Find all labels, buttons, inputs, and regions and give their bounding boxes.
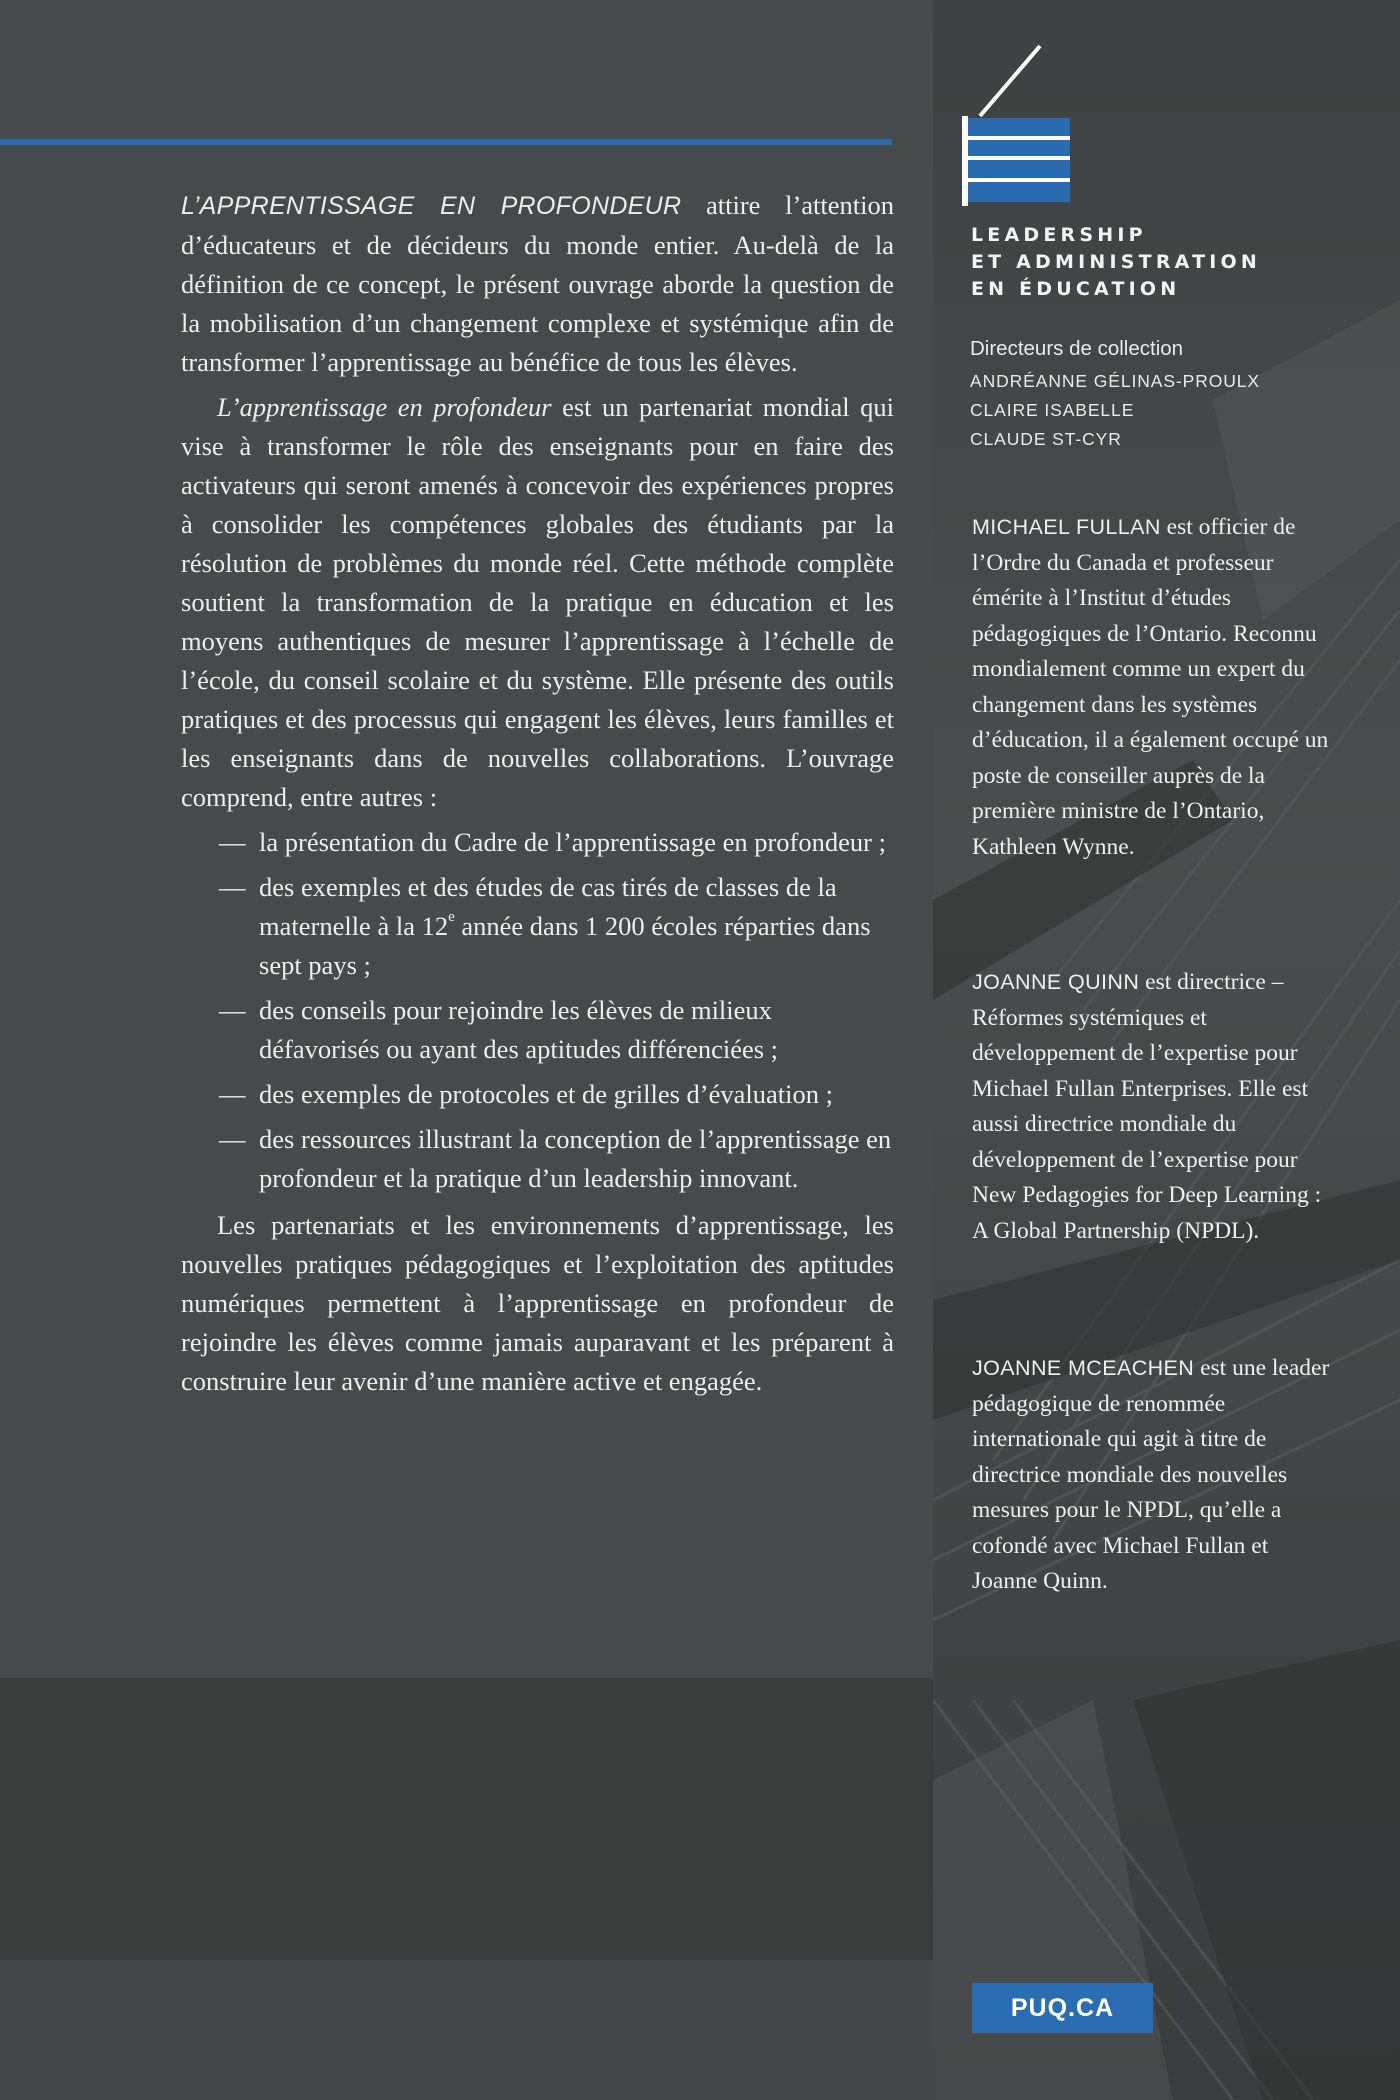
list-item: — des exemples et des études de cas tirés de classes de la maternelle à la 12e année dans 1 200 écoles réparties dans sept pays ; bbox=[219, 872, 871, 980]
paragraph-intro: L’APPRENTISSAGE EN PROFONDEUR attire l’attention d’éducateurs et de décideurs du monde entier. Au-delà de la définition de ce concept, le présent ouvrage aborde la question de la mobilisation d’un changement complexe et systémique afin de transformer l’apprentissage au bénéfice de tous les élèves. bbox=[181, 190, 894, 377]
author-bio-fullan: MICHAEL FULLAN est officier de l’Ordre du Canada et professeur émérite à l’Institut d’études pédagogiques de l’Ontario. Reconnu mondialement comme un expert du changement dans les systèmes d’éducation, il a également occupé un poste de conseiller auprès de la première ministre de l’Ontario, Kathleen Wynne. bbox=[972, 514, 1329, 860]
author-name: MICHAEL FULLAN bbox=[972, 515, 1161, 539]
list-item: — des conseils pour rejoindre les élèves de milieux défavorisés ou ayant des aptitudes différenciées ; bbox=[219, 995, 779, 1064]
author-bio-mceachen: JOANNE MCEACHEN est une leader pédagogique de renommée internationale qui agit à titre de directrice mondiale des nouvelles mesures pour le NPDL, qu’elle a cofondé avec Michael Fullan et Joanne Quinn. bbox=[972, 1355, 1330, 1594]
books-stack-logo bbox=[960, 42, 1080, 207]
contents-list bbox=[181, 823, 894, 1198]
author-bio-quinn: JOANNE QUINN est directrice – Réformes systémiques et développement de l’expertise pour Michael Fullan Enterprises. Elle est aussi directrice mondiale du développement de l’expertise pour New Pedagogies for Deep Learning : A Global Partnership (NPDL). bbox=[972, 969, 1322, 1244]
publisher-website-badge[interactable]: PUQ.CA bbox=[972, 1983, 1153, 2033]
director-name: CLAUDE ST-CYR bbox=[970, 429, 1122, 449]
paragraph-description: L’apprentissage en profondeur est un partenariat mondial qui vise à transformer le rôle des enseignants pour en faire des activateurs qui seront amenés à concevoir des expériences propres à consolider les compétences globales des étudiants par la résolution de problèmes du monde réel. Cette méthode complète soutient la transformation de la pratique en éducation et les moyens authentiques de mesurer l’apprentissage à l’échelle de l’école, du conseil scolaire et du système. Elle présente des outils pratiques et des processus qui engagent les élèves, leurs familles et les enseignants dans de nouvelles collaborations. L’ouvrage comprend, entre autres : bbox=[181, 392, 894, 812]
list-item: — la présentation du Cadre de l’apprentissage en profondeur ; bbox=[219, 827, 886, 857]
series-title: LEADERSHIP ET ADMINISTRATION EN ÉDUCATION bbox=[971, 224, 1261, 300]
dark-band bbox=[0, 1678, 933, 1960]
director-name: CLAIRE ISABELLE bbox=[970, 400, 1135, 420]
director-name: ANDRÉANNE GÉLINAS-PROULX bbox=[970, 371, 1260, 391]
list-item: — des exemples de protocoles et de grilles d’évaluation ; bbox=[219, 1079, 833, 1109]
bottom-band bbox=[0, 1960, 933, 2100]
accent-rule bbox=[0, 139, 892, 145]
paragraph-closing: Les partenariats et les environnements d’apprentissage, les nouvelles pratiques pédagogiques et l’exploitation des aptitudes numériques permettent à l’apprentissage en profondeur de rejoindre les élèves comme jamais auparavant et les préparent à construire leur avenir d’une manière active et engagée. bbox=[181, 1210, 894, 1396]
author-name: JOANNE QUINN bbox=[972, 970, 1140, 994]
author-name: JOANNE MCEACHEN bbox=[972, 1356, 1195, 1380]
directors-heading: Directeurs de collection bbox=[970, 337, 1184, 360]
list-item: — des ressources illustrant la conception de l’apprentissage en profondeur et la pratique d’un leadership innovant. bbox=[219, 1124, 892, 1193]
blurb bbox=[181, 186, 894, 1407]
series-directors bbox=[970, 337, 1260, 454]
book-title-italic: L’apprentissage en profondeur bbox=[217, 392, 552, 422]
book-title-lead: L’APPRENTISSAGE EN PROFONDEUR bbox=[181, 192, 682, 220]
